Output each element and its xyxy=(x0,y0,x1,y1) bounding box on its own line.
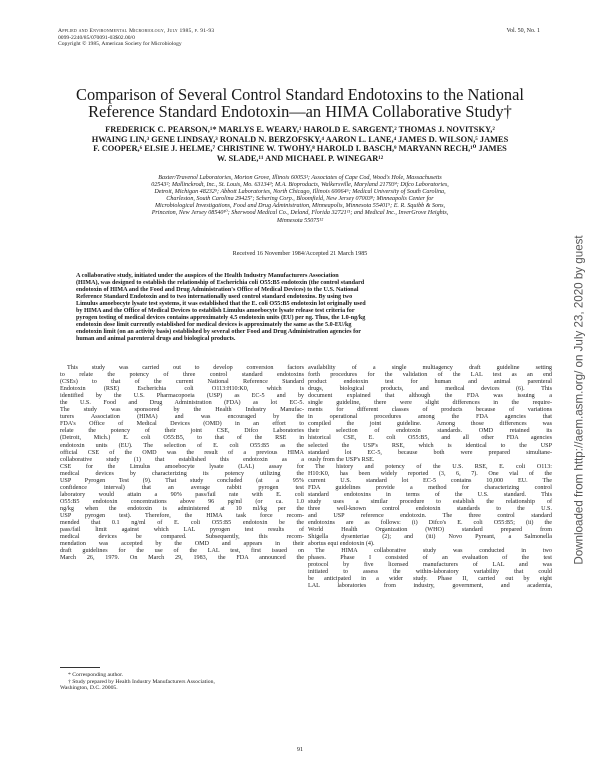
abstract-line: by HIMA and the Office of Medical Devices to establish Limulus amoebocyte lysate release test criteria for xyxy=(76,308,355,315)
body-line: be anticipated in a wider study. Phase II, carried out by eight xyxy=(308,576,552,583)
body-line: initiated to assess the within-laboratory variability that could xyxy=(308,569,552,576)
author-line: HWAING LIN,³ GENE LINDSAY,³ RONALD N. BERZOFSKY,⁴ AARON L. LANE,⁴ JAMES D. WILSON,⁵ JAMES xyxy=(91,134,509,144)
body-line: endotoxin units (EU). The selection of E. coli O55:B5 as the xyxy=(60,442,304,449)
body-line: (CSEs) to that of the current National Reference Standard xyxy=(60,379,304,386)
body-line: H10:K0, has been widely reported (3, 6, 7). One vial of the xyxy=(308,470,552,477)
body-line: O55:B5 endotoxin concentrations above 96 pg/ml (or ca. 1.0 xyxy=(60,498,304,505)
body-line: draft guidelines for the use of the LAL test, first issued on xyxy=(60,548,304,555)
body-line: laboratory would attain a 90% pass/fail rate with E. coli xyxy=(60,491,304,498)
body-line: (Detroit, Mich.) E. coli O55:B5, to that of the RSE in xyxy=(60,435,304,442)
body-line: confidence interval) that an average rabbit pyrogen test xyxy=(60,484,304,491)
affiliation-line: Detroit, Michigan 48232⁵; Abbott Laboratories, North Chicago, Illinois 60064⁶; Medical University of South Carolina, xyxy=(154,189,446,196)
page-number: 91 xyxy=(296,746,304,753)
body-line: their selection of endotoxin standards. OMD retained its xyxy=(308,428,552,435)
body-line: FDA's Office of Medical Devices (OMD) in an effort to xyxy=(60,421,304,428)
title-line: Reference Standard Endotoxin—an HIMA Collaborative Study† xyxy=(88,102,512,121)
affiliation-line: Baxter/Travenol Laboratories, Morton Grove, Illinois 60053¹; Associates of Cape Cod, Wood's Hole, Massachusetts xyxy=(158,175,442,181)
body-line: FDA guidelines provide a method for characterizing control xyxy=(308,484,552,491)
body-line: This study was carried out to develop conversion factors xyxy=(67,365,304,371)
body-line: The history and potency of the U.S. RSE, E. coli O113: xyxy=(315,463,552,470)
body-line: current U.S. standard lot EC-5 contains 10,000 EU. The xyxy=(308,477,552,484)
affiliation-line: 02543²; Mallinckrodt, Inc., St. Louis, Mo. 63134³; M.A. Bioproducts, Walkersville, Maryland 21793⁴; Difco Laboratories, xyxy=(151,182,449,189)
body-line: ng/kg when the endotoxin is administered at 10 ml/kg per the xyxy=(60,505,304,512)
body-line: mended that 0.1 ng/ml of E. coli O55:B5 endotoxin be the xyxy=(60,520,304,527)
corresponding-author-note: * Corresponding author. xyxy=(68,672,124,678)
body-line: forth procedures for the validation of the LAL test as an end xyxy=(308,372,552,379)
volume-label: Vol. 50, No. 1 xyxy=(506,28,540,34)
abstract-line: Reference Standard Endotoxin and to two internationally used control standard endotoxins. By using two xyxy=(76,294,353,301)
affiliation-line: Princeton, New Jersey 08540¹⁰; Sherwood Medical Co., Deland, Florida 32721¹¹; and Medical Inc., InverGrove Heights, xyxy=(151,210,449,217)
sponsor-note-address: Washington, D.C. 20005. xyxy=(60,685,118,692)
body-line: standard endotoxins in terms of the U.S. standard. This xyxy=(308,491,552,498)
body-line: collaborative study (1) that established this endotoxin as a xyxy=(60,456,304,463)
article-title xyxy=(50,86,550,120)
body-line: phases. Phase I consisted of an evaluation of the test xyxy=(308,555,552,562)
copyright-notice: Copyright © 1985, American Society for Microbiology xyxy=(58,41,182,48)
abstract-line: pyrogen testing of medical devices contains approximately 4.5 endotoxin units (EU) per ng. Thus, the 1.0-ng/kg xyxy=(76,315,366,322)
body-line: endotoxins are as follows: (i) Difco's E. coli O55:B5; (ii) the xyxy=(308,520,552,527)
body-line: the U.S. Food and Drug Administration (FDA) as lot EC-5. xyxy=(60,400,304,407)
body-line: official CSE of the OMD was the result of a previous HIMA xyxy=(60,449,304,456)
affiliation-line: Minnesota 55075¹² xyxy=(276,217,324,224)
abstract-line: endotoxin of HIMA and the Food and Drug Administration's Office of Medical Devices) to the U.S. National xyxy=(76,287,359,294)
body-column-left xyxy=(60,365,304,562)
body-line: ously from the USP's RSE. xyxy=(308,456,375,463)
body-line: mendation was accepted by the OMD and appears in their xyxy=(60,541,304,548)
body-line: in operational procedures among the FDA agencies that xyxy=(308,414,552,421)
footnote-divider xyxy=(60,667,100,668)
body-line: study uses a similar procedure to establish the relationship of xyxy=(308,498,552,505)
author-line: FREDERICK C. PEARSON,¹* MARLYS E. WEARY,¹ HAROLD E. SARGENT,² THOMAS J. NOVITSKY,² xyxy=(105,125,495,134)
body-line: and USP reference endotoxin. The three control standard xyxy=(308,512,552,519)
received-dates: Received 16 November 1984/Accepted 21 March 1985 xyxy=(232,251,368,257)
affiliations xyxy=(56,175,544,225)
abstract-line: endotoxin limit (on an activity basis) established by several other Food and Drug Administration agencies for xyxy=(76,329,361,336)
body-line: turers Association (HIMA) and was encouraged by the xyxy=(60,414,304,421)
body-line: protocol by five licensed manufacturers of LAL and was xyxy=(308,562,552,569)
journal-citation: Applied and Environmental Microbiology, July 1985, p. 91-93 xyxy=(58,28,215,34)
body-line: historical CSE, E. coli O55:B5, and all other FDA agencies xyxy=(308,435,552,442)
affiliation-line: Charleston, South Carolina 29425⁷; Schering Corp., Bloomfield, New Jersey 07003⁸; Minneapolis Center for xyxy=(166,196,434,203)
footnotes xyxy=(60,672,304,692)
body-line: identified by the U.S. Pharmacopoeia (USP) as EC-5 and by xyxy=(60,393,304,400)
body-line: to relate the potency of three control standard endotoxins xyxy=(60,372,304,379)
body-line: Shigella dysenteriae (2); and (iii) Novo Pyreant, a Salmonella xyxy=(308,534,552,541)
body-line: relate the potency of their joint CSE, Difco Laboratories xyxy=(60,428,304,435)
body-line: The HIMA collaborative study was conducted in two xyxy=(315,548,552,555)
body-line: compiled the joint guideline. Among those differences was xyxy=(308,421,552,428)
body-line: standard lot EC-5, because both were prepared simultane- xyxy=(308,449,552,456)
watermark-text: Downloaded from http://aem.asm.org/ on July 23, 2020 by guest xyxy=(572,235,586,565)
affiliation-line: Microbiological Investigations, Food and Drug Administration, Minneapolis, Minnesota 55401⁹; E. R. Squibb & Sons, xyxy=(154,203,446,210)
body-line: World Health Organization (WHO) standard prepared from xyxy=(308,527,552,534)
body-line: document explained that although the FDA was issuing a xyxy=(308,393,552,400)
abstract-line: Limulus amoebocyte lysate test systems, it was established that the E. coli O55:B5 endotoxin lot originally used xyxy=(76,301,366,308)
body-line: USP pyrogen test). Therefore, the HIMA task force recom- xyxy=(60,512,304,519)
body-line: single guideline, there were slight differences in the require- xyxy=(308,400,552,407)
body-line: availability of a single multiagency draft guideline setting xyxy=(308,365,552,371)
body-line: pass/fail limit against which LAL pyrogen test results of xyxy=(60,527,304,534)
body-line: The study was sponsored by the Health Industry Manufac- xyxy=(60,407,304,414)
abstract-line: endotoxin dose limit currently established for medical devices is approximately the same as the 5.0-EU/kg xyxy=(76,322,352,329)
body-line: USP Pyrogen Test (9). That study concluded (at a 95% xyxy=(60,477,304,484)
body-line: medical devices by characterizing its potency utilizing the xyxy=(60,470,304,477)
author-list xyxy=(52,125,548,163)
title-line: Comparison of Several Control Standard Endotoxins to the National xyxy=(76,85,524,104)
abstract-line: human and animal parenteral drugs and biological products. xyxy=(76,336,236,343)
journal-header xyxy=(58,28,214,48)
body-line: selected the USP's RSE, which is identical to the USP xyxy=(308,442,552,449)
abstract-line: (HIMA), was designed to establish the relationship of Escherichia coli O55:B5 endotoxin (the control standard xyxy=(76,280,365,287)
author-line: F. COOPER,⁶ ELSIE J. HELME,⁷ CHRISTINE W. TWOHY,⁸ HAROLD I. BASCH,⁹ MARYANN RECH,¹⁰ JAMES xyxy=(93,144,507,154)
body-column-right xyxy=(308,365,552,591)
body-line: product endotoxin test for human and animal parenteral xyxy=(308,379,552,386)
body-line: ments for different classes of products because of variations xyxy=(308,407,552,414)
body-line: LAL laboratories from industry, government, and academia, xyxy=(308,583,552,590)
author-line: W. SLADE,¹¹ AND MICHAEL P. WINEGAR¹² xyxy=(216,153,384,163)
abstract-line: A collaborative study, initiated under the auspices of the Health Industry Manufacturers Association xyxy=(76,273,339,279)
body-line: drugs, biological products, and medical devices (6). This xyxy=(308,386,552,393)
body-line: three well-known control endotoxin standards to the U.S. xyxy=(308,505,552,512)
sponsor-note: † Study prepared by Health Industry Manufacturers Association, xyxy=(68,678,215,685)
issn-code: 0099-2240/85/070091-03$02.00/0 xyxy=(58,34,135,41)
body-line: abortus equi endotoxin (4). xyxy=(308,541,375,548)
body-line: medical devices be compared. Subsequently, this recom- xyxy=(60,534,304,541)
abstract xyxy=(76,273,524,343)
body-line: March 26, 1979. On March 29, 1983, the FDA announced the xyxy=(60,555,304,562)
body-line: CSE for the Limulus amoebocyte lysate (LAL) assay for xyxy=(60,463,304,470)
body-line: Endotoxin (RSE) Escherichia coli O113:H10:K0, which is xyxy=(60,386,304,393)
